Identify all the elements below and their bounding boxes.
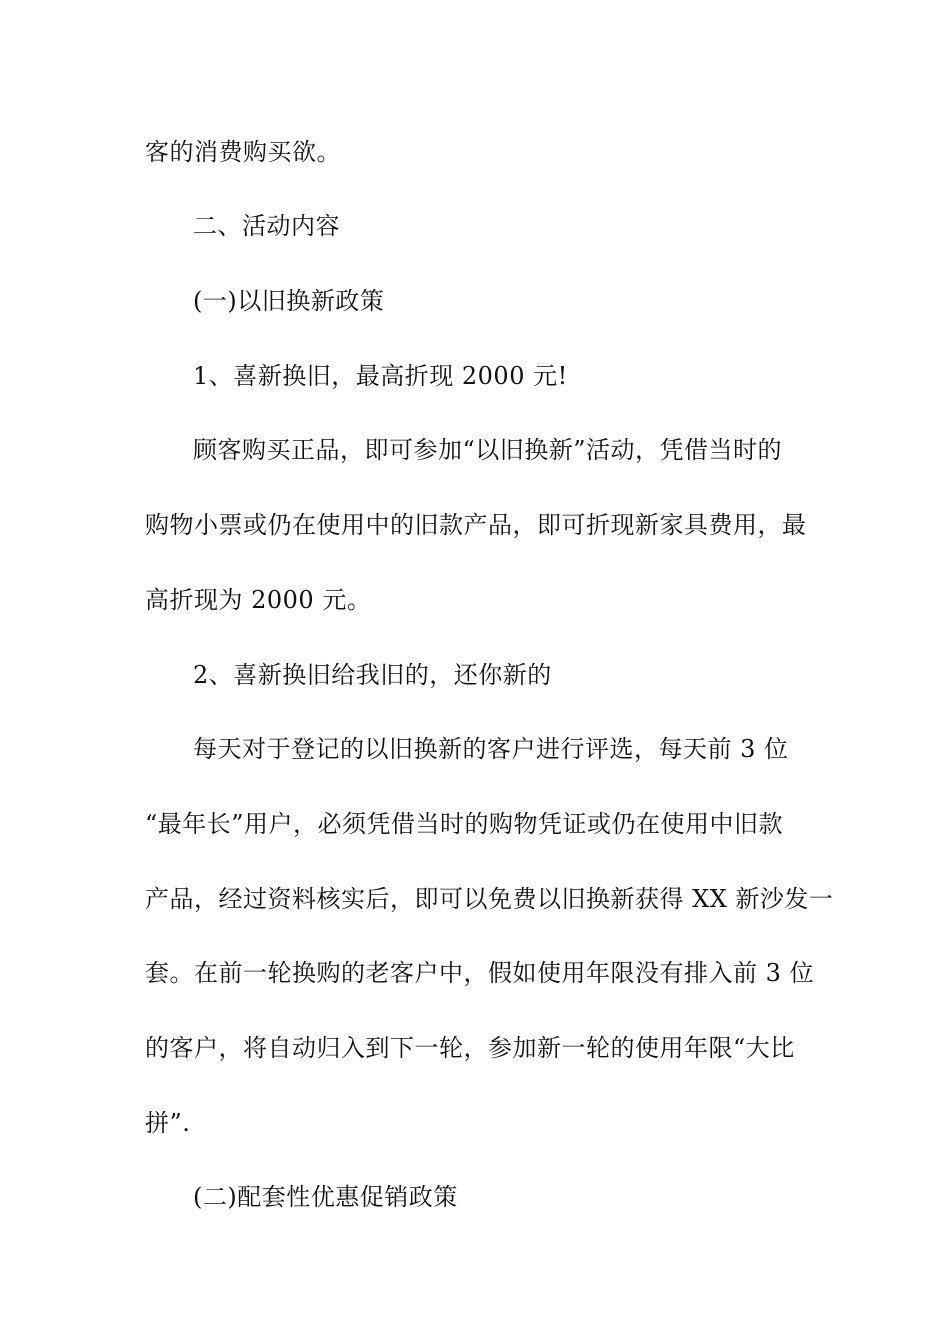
paragraph-line: 拼”.: [145, 1109, 191, 1137]
paragraph-line: “最年长”用户，必须凭借当时的购物凭证或仍在使用中旧款: [145, 810, 784, 838]
paragraph-line: 产品，经过资料核实后，即可以免费以旧换新获得 XX 新沙发一: [145, 885, 834, 913]
paragraph-line: 每天对于登记的以旧换新的客户进行评选，每天前 3 位: [193, 735, 789, 763]
subsection-heading: (一)以旧换新政策: [193, 287, 385, 315]
item-heading: 1、喜新换旧，最高折现 2000 元!: [193, 362, 568, 390]
item-heading: 2、喜新换旧给我旧的，还你新的: [193, 661, 552, 689]
paragraph-line: 高折现为 2000 元。: [145, 586, 372, 614]
paragraph-line: 客的消费购买欲。: [145, 138, 341, 166]
paragraph-line: 顾客购买正品，即可参加“以旧换新”活动，凭借当时的: [193, 436, 783, 464]
paragraph-line: 购物小票或仍在使用中的旧款产品，即可折现新家具费用，最: [145, 511, 807, 539]
section-heading: 二、活动内容: [193, 212, 340, 240]
paragraph-line: 的客户，将自动归入到下一轮，参加新一轮的使用年限“大比: [145, 1034, 795, 1062]
subsection-heading: (二)配套性优惠促销政策: [193, 1183, 458, 1211]
paragraph-line: 套。在前一轮换购的老客户中，假如使用年限没有排入前 3 位: [145, 959, 815, 987]
